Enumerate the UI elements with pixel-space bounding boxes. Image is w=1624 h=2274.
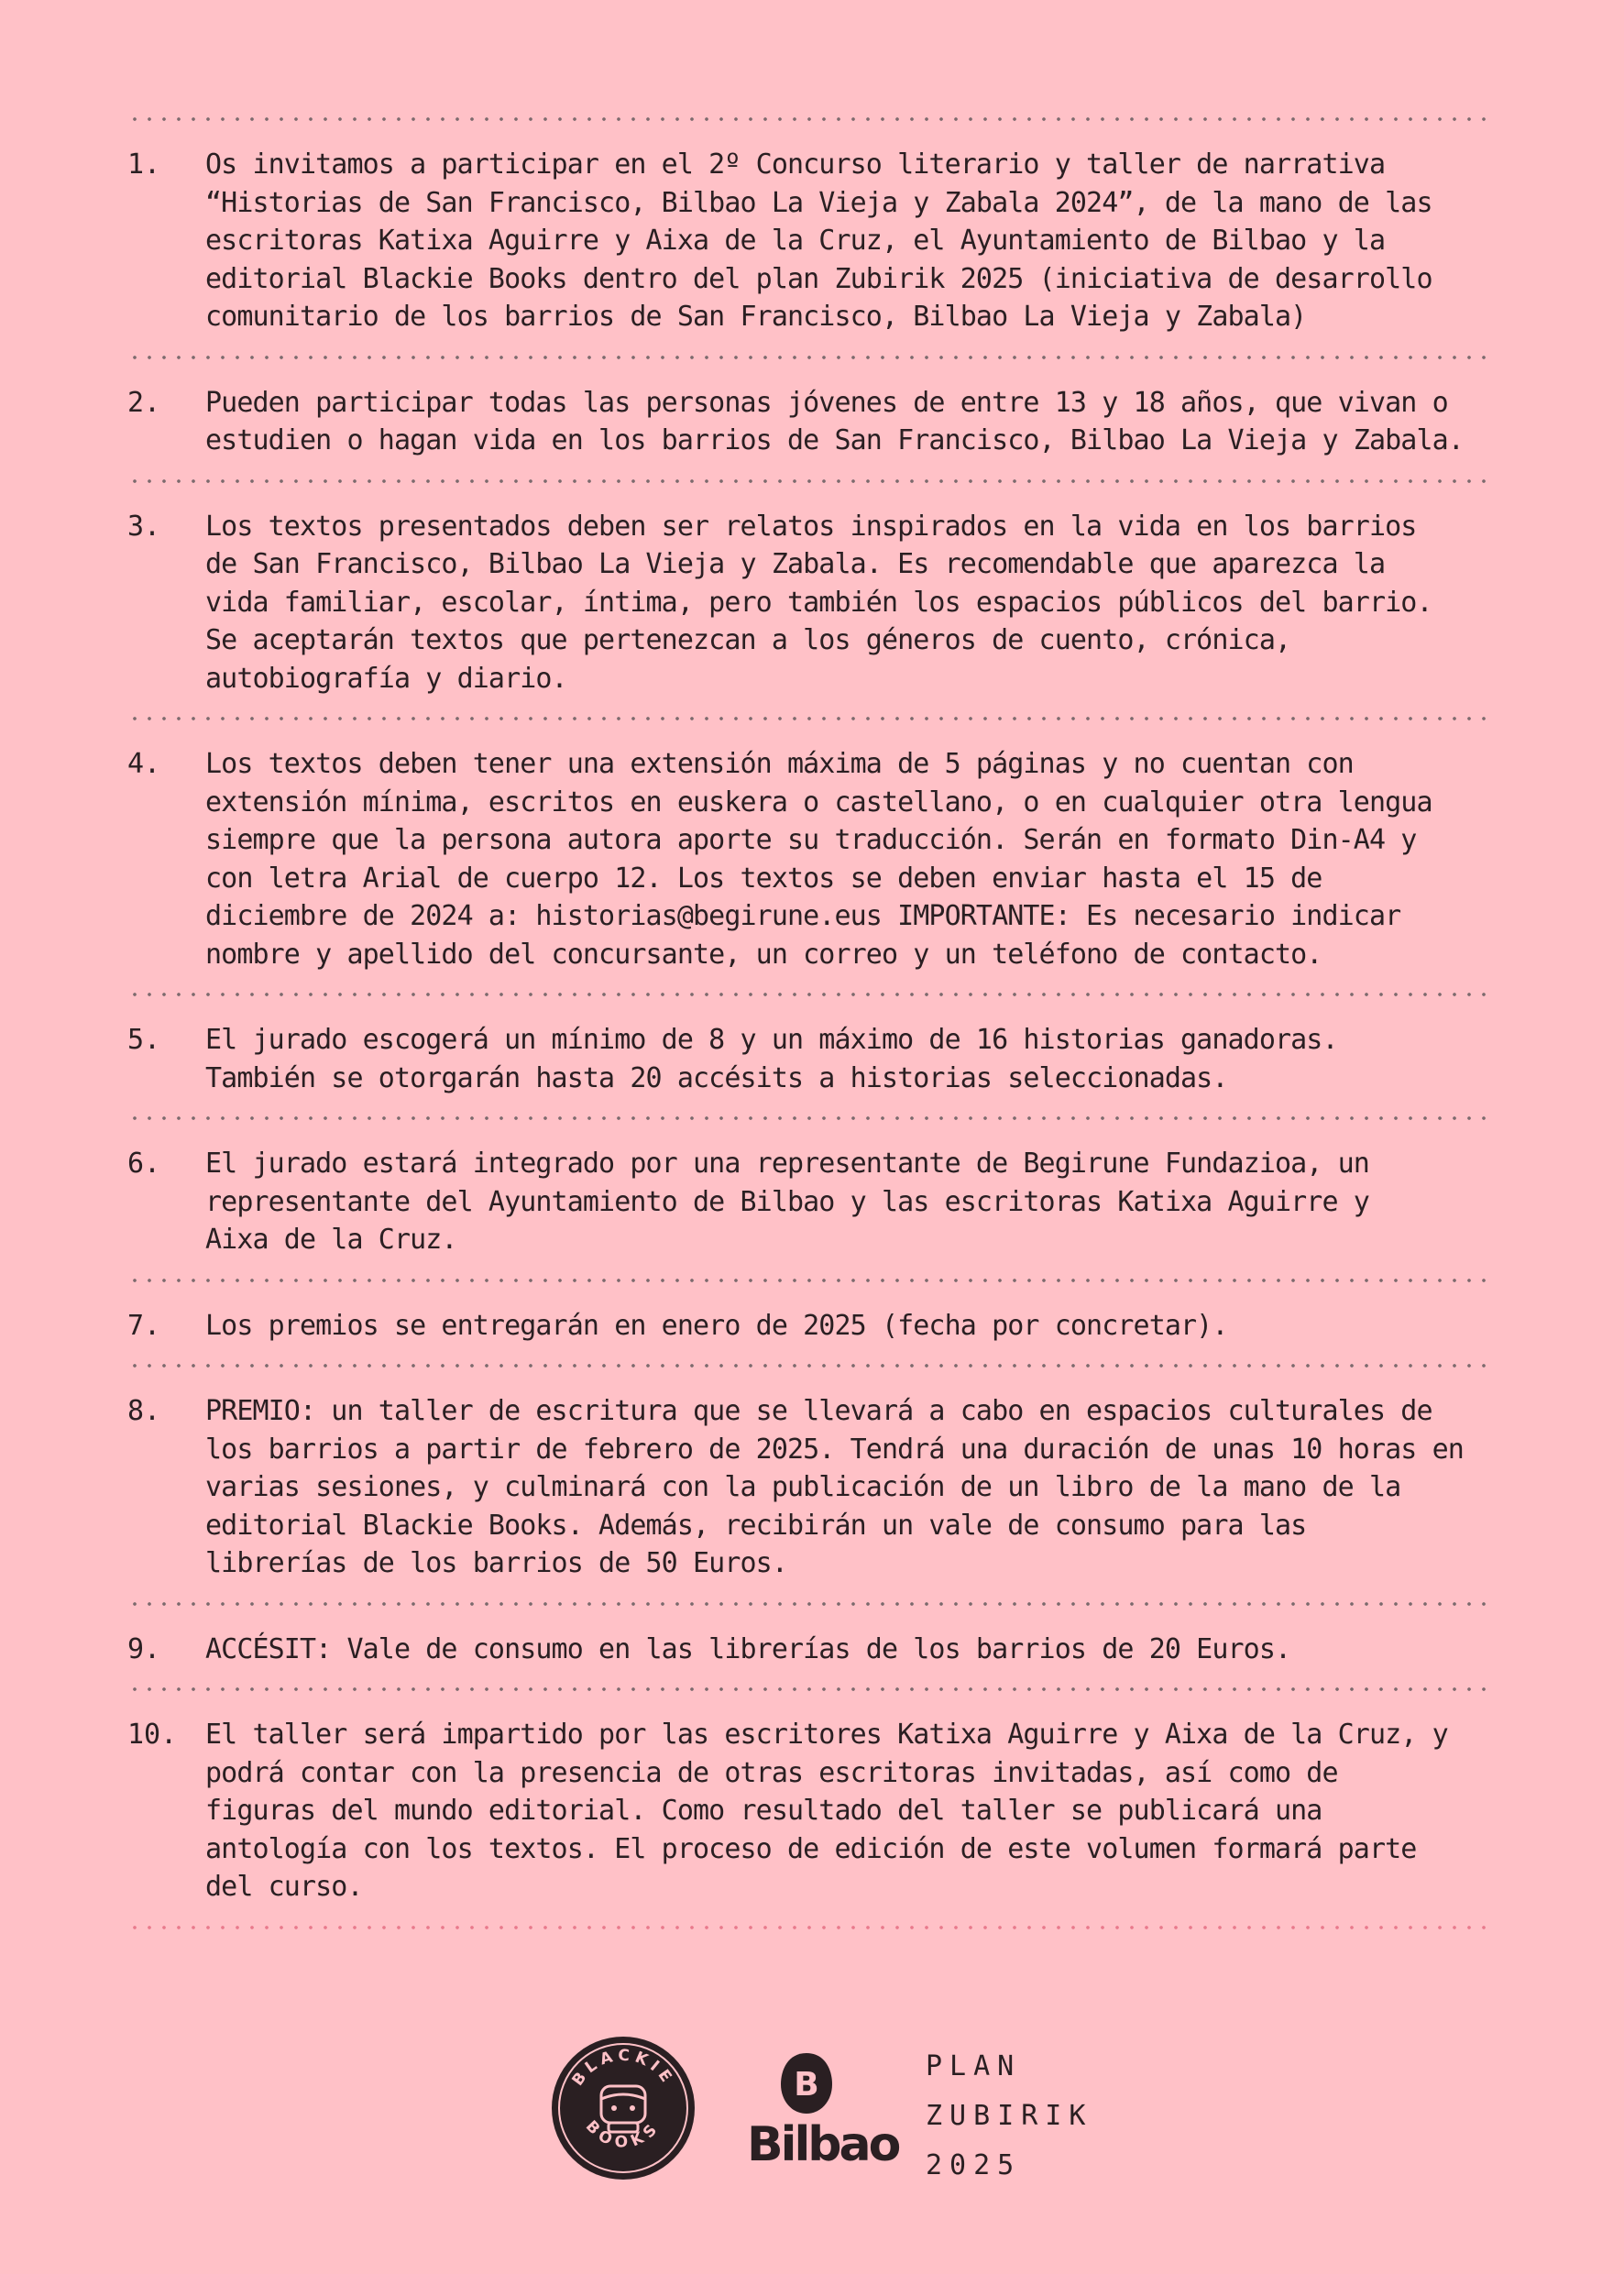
- plan-line: PLAN: [926, 2050, 1022, 2082]
- rule-item-7: [127, 1282, 1497, 1365]
- footer-logos: [550, 2035, 1118, 2181]
- bilbao-wordmark: Bilbao: [747, 2117, 899, 2172]
- dotted-separator-end: [127, 1926, 1497, 1929]
- rule-text: Os invitamos a participar en el 2º Concurso literario y taller de narrativa “Historias de San Francisco, Bilbao La Vieja y Zabala 2024”, de la mano de las escritoras Katixa Aguirre y Aixa de la Cruz, el Ayuntamiento de Bilbao y la editorial Blackie Books dentro del plan Zubirik 2025 (iniciativa de desarrollo comunitario de los barrios de San Francisco, Bilbao La Vieja y Zabala): [205, 148, 1432, 333]
- rule-text: Los premios se entregarán en enero de 2025 (fecha por concretar).: [205, 1309, 1228, 1342]
- bilbao-b-icon: [779, 2051, 834, 2115]
- rule-number: 9.: [127, 1632, 161, 1665]
- plan-line: 2025: [926, 2149, 1022, 2181]
- rule-text: El jurado escogerá un mínimo de 8 y un máximo de 16 historias ganadoras. También se otorgarán hasta 20 accésits a historias seleccionadas.: [205, 1024, 1338, 1094]
- rule-item-1: [127, 121, 1497, 356]
- rule-number: 2.: [127, 386, 161, 419]
- rule-number: 7.: [127, 1309, 161, 1342]
- rule-text: PREMIO: un taller de escritura que se llevará a cabo en espacios culturales de los barrios a partir de febrero de 2025. Tendrá una duración de unas 10 horas en varias sesiones, y culminará con la publicación de un libro de la mano de la editorial Blackie Books. Además, recibirán un vale de consumo para las librerías de los barrios de 50 Euros.: [205, 1395, 1464, 1579]
- rule-text: ACCÉSIT: Vale de consumo en las librerías de los barrios de 20 Euros.: [205, 1632, 1291, 1665]
- rule-item-10: [127, 1691, 1497, 1926]
- rule-text: Los textos deben tener una extensión máxima de 5 páginas y no cuentan con extensión mínima, escritos en euskera o castellano, o en cualquier otra lengua siempre que la persona autora aporte su traducción. Serán en formato Din-A4 y con letra Arial de cuerpo 12. Los textos se deben enviar hasta el 15 de diciembre de 2024 a: historias@begirune.eus IMPORTANTE: Es necesario indicar nombre y apellido del concursante, un correo y un teléfono de contacto.: [205, 748, 1432, 971]
- rule-number: 1.: [127, 148, 161, 181]
- plan-line: ZUBIRIK: [926, 2100, 1093, 2132]
- rule-number: 4.: [127, 748, 161, 780]
- rule-number: 6.: [127, 1148, 161, 1180]
- rule-item-3: [127, 483, 1497, 718]
- rule-number: 3.: [127, 510, 161, 543]
- svg-text:BLACKIE: BLACKIE: [568, 2046, 678, 2090]
- rule-item-4: [127, 720, 1497, 993]
- rule-text: El jurado estará integrado por una representante de Begirune Fundazioa, un representante del Ayuntamiento de Bilbao y las escritoras Katixa Aguirre y Aixa de la Cruz.: [205, 1148, 1369, 1256]
- rules-list: [127, 117, 1497, 1929]
- svg-text:BOOKS: BOOKS: [581, 2116, 665, 2152]
- rule-item-9: [127, 1606, 1497, 1688]
- rule-item-2: [127, 359, 1497, 479]
- rule-item-8: [127, 1368, 1497, 1602]
- rule-item-6: [127, 1120, 1497, 1279]
- rule-number: 8.: [127, 1395, 161, 1427]
- rule-number: 10.: [127, 1719, 178, 1751]
- blackie-books-logo: [550, 2035, 697, 2181]
- rule-item-5: [127, 996, 1497, 1116]
- rule-text: Los textos presentados deben ser relatos inspirados en la vida en los barrios de San Francisco, Bilbao La Vieja y Zabala. Es recomendable que aparezca la vida familiar, escolar, íntima, pero también los espacios públicos del barrio. Se aceptarán textos que pertenezcan a los géneros de cuento, crónica, autobiografía y diario.: [205, 510, 1432, 695]
- rule-number: 5.: [127, 1024, 161, 1056]
- rule-text: El taller será impartido por las escritores Katixa Aguirre y Aixa de la Cruz, y podrá contar con la presencia de otras escritoras invitadas, así como de figuras del mundo editorial. Como resultado del taller se publicará una antología con los textos. El proceso de edición de este volumen formará parte del curso.: [205, 1719, 1448, 1903]
- bilbao-letter: B: [794, 2066, 819, 2104]
- plan-zubirik-label: [926, 2042, 1092, 2191]
- rule-text: Pueden participar todas las personas jóvenes de entre 13 y 18 años, que vivan o estudien o hagan vida en los barrios de San Francisco, Bilbao La Vieja y Zabala.: [205, 386, 1464, 456]
